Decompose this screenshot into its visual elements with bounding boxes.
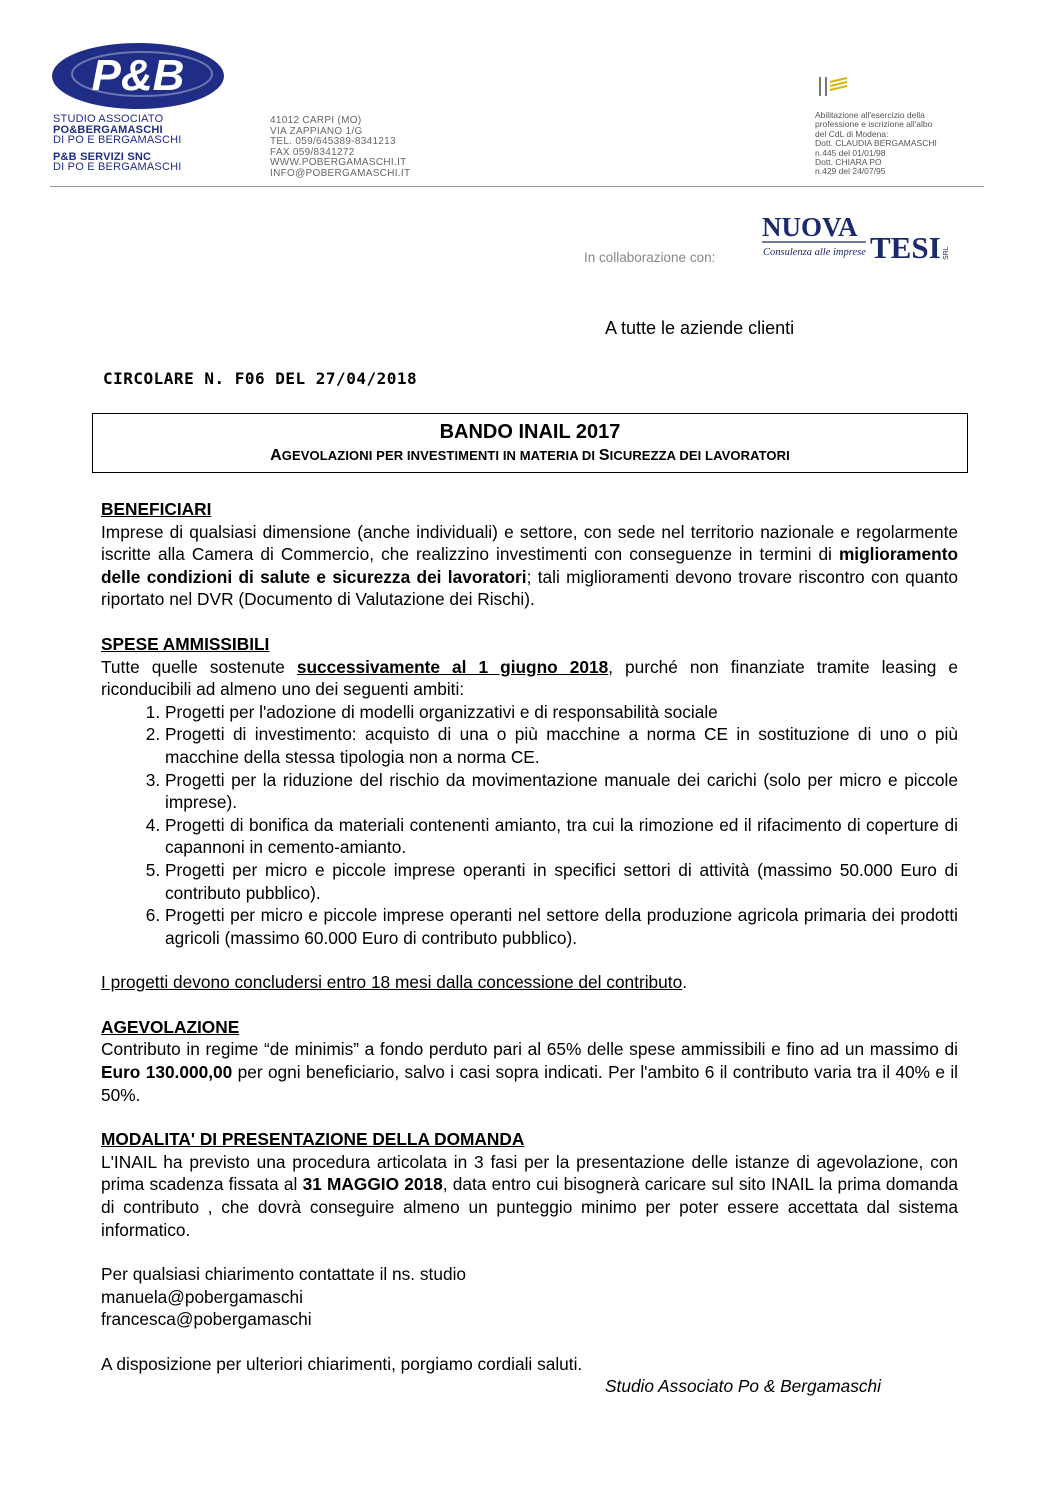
- recipient-line: A tutte le aziende clienti: [605, 318, 795, 338]
- firm2-line: P&B SERVIZI SNC: [53, 150, 152, 163]
- title-box: [92, 413, 968, 473]
- list-item: 2. Progetti di investimento: acquisto di una o più macchine a norma CE in sostituzione di uno o più macchine della stessa tipologia non a norma CE.: [165, 723, 958, 768]
- document-title: BANDO INAIL 2017: [439, 421, 621, 443]
- closing-line: A disposizione per ulteriori chiarimenti, porgiamo cordiali saluti.: [101, 1354, 583, 1374]
- address-line: WWW.POBERGAMASCHI.IT: [270, 157, 407, 168]
- address-line: FAX 059/8341272: [270, 146, 355, 158]
- list-item: 4. Progetti di bonifica da materiali contenenti amianto, tra cui la rimozione ed il rifacimento di coperture di capannoni in cemento-amianto.: [165, 814, 958, 859]
- contact-intro: Per qualsiasi chiarimento contattate il ns. studio: [101, 1264, 467, 1285]
- ambiti-list: [101, 701, 958, 950]
- document-subtitle: AGEVOLAZIONI PER INVESTIMENTI IN MATERIA DI SICUREZZA DEI LAVORATORI: [270, 447, 790, 464]
- list-item: 3. Progetti per la riduzione del rischio da movimentazione manuale dei carichi (solo per micro e piccole imprese).: [165, 769, 958, 814]
- cdl-line: professione e iscrizione all'albo: [815, 119, 933, 130]
- cdl-line: del CdL di Modena:: [815, 128, 889, 139]
- address-block: [270, 116, 410, 179]
- section-modalita: [101, 1128, 958, 1241]
- nuova-logo-tagline: Consulenza alle imprese: [763, 247, 866, 258]
- header-divider: [50, 186, 984, 187]
- firm-line: STUDIO ASSOCIATO: [53, 113, 164, 125]
- list-item: 6. Progetti per micro e piccole imprese operanti nel settore della produzione agricola primaria dei prodotti agricoli (massimo 60.000 Euro di contributo pubblico).: [165, 904, 958, 949]
- firm-line: PO&BERGAMASCHI: [53, 123, 163, 136]
- cdl-qualification-block: [815, 111, 937, 177]
- deadline-note: I progetti devono concludersi entro 18 mesi dalla concessione del contributo.: [101, 972, 688, 993]
- cdl-line: n.445 del 01/01/98: [815, 147, 886, 158]
- nuova-logo-suffix: SRL: [943, 246, 950, 260]
- section-agevolazione: [101, 1016, 958, 1106]
- section-paragraph: Tutte quelle sostenute successivamente al 1 giugno 2018, purché non finanziate tramite leasing e riconducibili ad almeno uno dei seguenti ambiti:: [101, 656, 958, 700]
- section-heading: BENEFICIARI: [101, 499, 212, 519]
- contact-email[interactable]: manuela@pobergamaschi: [101, 1286, 303, 1307]
- cdl-line: n.429 del 24/07/95: [815, 166, 886, 177]
- list-item: 5. Progetti per micro e piccole imprese operanti in specifici settori di attività (massimo 50.000 Euro di contributo pubblico).: [165, 859, 958, 904]
- nuova-logo-bottom: TESI: [870, 230, 941, 264]
- firm-name-block: [53, 114, 182, 173]
- circular-number: CIRCOLARE N. F06 DEL 27/04/2018: [103, 369, 418, 388]
- section-paragraph: Imprese di qualsiasi dimensione (anche individuali) e settore, con sede nel territorio nazionale e regolarmente iscritte alla Camera di Commercio, che realizzino investimenti con conseguenze in termini di miglioramento delle condizioni di salute e sicurezza dei lavoratori; tali miglioramenti devono trovare riscontro con quanto riportato nel DVR (Documento di Valutazione dei Rischi).: [101, 521, 958, 610]
- signature: Studio Associato Po & Bergamaschi: [605, 1376, 882, 1396]
- contact-block: [101, 1263, 958, 1331]
- address-line: 41012 CARPI (MO): [270, 115, 362, 126]
- section-paragraph: Contributo in regime “de minimis” a fondo perduto pari al 65% delle spese ammissibili e fino ad un massimo di Euro 130.000,00 per ogni beneficiario, salvo i casi sopra indicati. Per l'ambito 6 il contributo varia tra il 40% e il 50%.: [101, 1039, 959, 1105]
- firm2-line: DI PO E BERGAMASCHI: [53, 161, 182, 173]
- section-spese: [101, 633, 958, 949]
- collaboration-label: In collaborazione con:: [584, 250, 716, 265]
- list-item: 1. Progetti per l'adozione di modelli organizzativi e di responsabilità sociale: [165, 701, 958, 724]
- document-body: [101, 498, 958, 1376]
- pb-logo: [50, 38, 226, 114]
- section-heading: AGEVOLAZIONE: [101, 1016, 240, 1037]
- cdl-line: Dott. CLAUDIA BERGAMASCHI: [815, 138, 937, 149]
- section-heading: SPESE AMMISSIBILI: [101, 633, 270, 654]
- nuova-tesi-logo: [760, 212, 958, 264]
- firm-line: DI PO E BERGAMASCHI: [53, 134, 182, 146]
- address-line: VIA ZAPPIANO 1/G: [270, 125, 363, 137]
- section-beneficiari: [101, 498, 958, 611]
- cdl-emblem-icon: [817, 74, 851, 100]
- address-line: TEL. 059/645389-8341213: [270, 136, 396, 147]
- address-line: INFO@POBERGAMASCHI.IT: [270, 167, 411, 179]
- pb-logo-text: P&B: [91, 51, 185, 100]
- cdl-line: Dott. CHIARA PO: [815, 157, 882, 168]
- nuova-logo-top: NUOVA: [762, 212, 858, 242]
- section-heading: MODALITA' DI PRESENTAZIONE DELLA DOMANDA: [101, 1129, 525, 1150]
- cdl-line: Abilitazione all'esercizio della: [815, 110, 925, 120]
- section-paragraph: L'INAIL ha previsto una procedura articolata in 3 fasi per la presentazione delle istanze di agevolazione, con prima scadenza fissata al 31 MAGGIO 2018, data entro cui bisognerà caricare sul sito INAIL la prima domanda di contributo , che dovrà conseguire almeno un punteggio minimo per poter essere accettata dal sistema informatico.: [101, 1151, 958, 1240]
- contact-email[interactable]: francesca@pobergamaschi: [101, 1309, 312, 1330]
